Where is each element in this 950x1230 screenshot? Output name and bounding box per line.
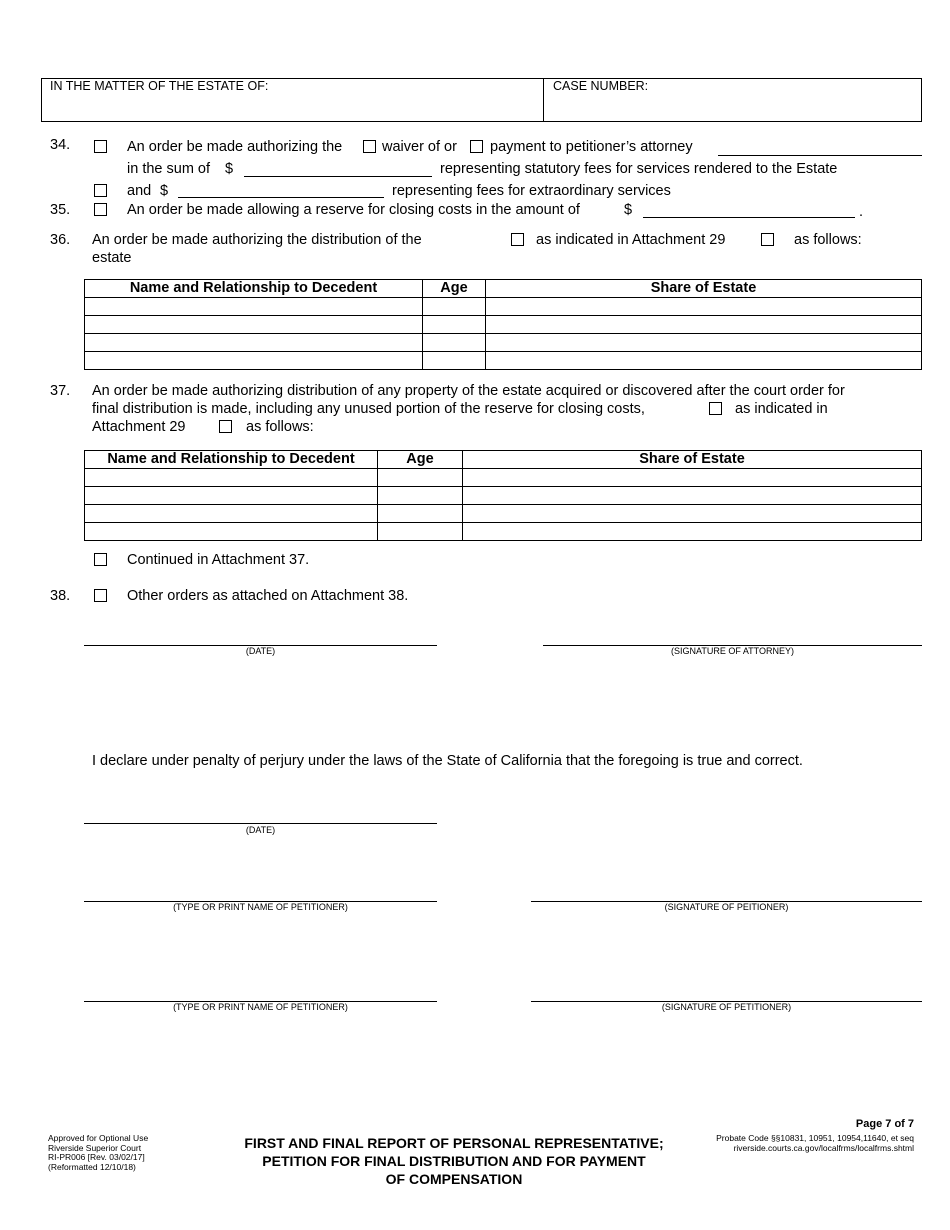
item-35-text: An order be made allowing a reserve for closing costs in the amount of: [127, 202, 580, 218]
item-36-as-follows-label: as follows:: [794, 232, 862, 248]
footer-title-line-1: FIRST AND FINAL REPORT OF PERSONAL REPRESENTATIVE;: [244, 1135, 664, 1151]
share-cell[interactable]: [463, 469, 922, 487]
item-36-distribution-table: [84, 279, 922, 370]
footer-form-title: [200, 1134, 708, 1188]
item-35-checkbox[interactable]: [94, 203, 107, 216]
table-row: [85, 469, 922, 487]
item-37-distribution-table: [84, 450, 922, 541]
age-cell[interactable]: [378, 469, 463, 487]
col-share-header: Share of Estate: [463, 451, 922, 469]
continued-checkbox[interactable]: [94, 553, 107, 566]
table-row: [85, 316, 922, 334]
estate-name-field[interactable]: [44, 94, 540, 120]
header-divider: [543, 78, 544, 122]
item-34-and-dollar: $: [160, 183, 169, 199]
item-34-statutory-text: representing statutory fees for services rendered to the Estate: [440, 161, 838, 177]
age-cell[interactable]: [378, 505, 463, 523]
name-cell[interactable]: [85, 298, 423, 316]
petitioner-signature-caption-1: (SIGNATURE OF PEITIONER): [664, 902, 789, 912]
item-37-attachment-label: as indicated in: [735, 401, 828, 417]
item-36-as-follows-checkbox[interactable]: [761, 233, 774, 246]
item-34-sum-dollar: $: [225, 161, 234, 177]
item-35-dollar: $: [624, 202, 633, 218]
item-38-text: Other orders as attached on Attachment 38.: [127, 588, 409, 604]
table-row: [85, 334, 922, 352]
item-35-number: 35.: [50, 202, 71, 218]
item-36-attachment-checkbox[interactable]: [511, 233, 524, 246]
footer-form-number: RI-PR006 [Rev. 03/02/17]: [48, 1152, 145, 1162]
item-34-sum-label: in the sum of: [127, 161, 211, 177]
footer-title-line-3: OF COMPENSATION: [385, 1171, 523, 1187]
petitioner-name-caption-2: (TYPE OR PRINT NAME OF PETITIONER): [173, 1002, 348, 1012]
age-cell[interactable]: [423, 352, 486, 370]
item-36-attachment-label: as indicated in Attachment 29: [536, 232, 726, 248]
item-37-line1: An order be made authorizing distribution of any property of the estate acquired or discovered after the court order for: [92, 383, 845, 399]
name-cell[interactable]: [85, 487, 378, 505]
footer-probate-code: Probate Code §§10831, 10951, 10954,11640, et seq: [716, 1133, 914, 1143]
item-34-checkbox[interactable]: [94, 140, 107, 153]
table-header-row: [85, 451, 922, 469]
payment-checkbox[interactable]: [470, 140, 483, 153]
age-cell[interactable]: [423, 316, 486, 334]
waiver-checkbox[interactable]: [363, 140, 376, 153]
petitioner-signature-caption-2: (SIGNATURE OF PETITIONER): [661, 1002, 792, 1012]
perjury-declaration: I declare under penalty of perjury under the laws of the State of California that the foregoing is true and correct.: [92, 753, 803, 769]
share-cell[interactable]: [463, 487, 922, 505]
date-caption-1: (DATE): [245, 646, 276, 656]
item-34-text-b: waiver of or: [382, 139, 457, 155]
name-cell[interactable]: [85, 352, 423, 370]
footer-right-info: [716, 1133, 914, 1153]
item-34-extraordinary-text: representing fees for extraordinary services: [392, 183, 671, 199]
table-row: [85, 352, 922, 370]
table-row: [85, 523, 922, 541]
table-row: [85, 298, 922, 316]
age-cell[interactable]: [423, 334, 486, 352]
share-cell[interactable]: [486, 316, 922, 334]
name-cell[interactable]: [85, 505, 378, 523]
share-cell[interactable]: [463, 505, 922, 523]
footer-approved: Approved for Optional Use: [48, 1133, 149, 1143]
col-age-header: Age: [378, 451, 463, 469]
footer-left-info: [48, 1134, 148, 1172]
item-34-text-a: An order be made authorizing the: [127, 139, 343, 155]
attorney-signature-caption: (SIGNATURE OF ATTORNEY): [670, 646, 794, 656]
name-cell[interactable]: [85, 316, 423, 334]
date-caption-2: (DATE): [245, 825, 276, 835]
item-36-text-b: estate: [92, 250, 132, 266]
age-cell[interactable]: [378, 523, 463, 541]
age-cell[interactable]: [378, 487, 463, 505]
age-cell[interactable]: [423, 298, 486, 316]
item-36-number: 36.: [50, 232, 71, 248]
item-38-number: 38.: [50, 588, 71, 604]
col-age-header: Age: [423, 280, 486, 298]
reserve-amount-field[interactable]: [643, 217, 855, 218]
item-38-checkbox[interactable]: [94, 589, 107, 602]
table-row: [85, 487, 922, 505]
name-cell[interactable]: [85, 469, 378, 487]
case-number-label: CASE NUMBER:: [553, 79, 649, 93]
item-36-text-a: An order be made authorizing the distribution of the: [92, 232, 422, 248]
petitioner-name-caption-1: (TYPE OR PRINT NAME OF PETITIONER): [173, 902, 348, 912]
footer-url: riverside.courts.ca.gov/localfrms/localfrms.shtml: [733, 1143, 914, 1153]
item-37-number: 37.: [50, 383, 71, 399]
item-35-period: .: [859, 204, 864, 220]
table-header-row: [85, 280, 922, 298]
item-37-attachment-checkbox[interactable]: [709, 402, 722, 415]
case-number-field[interactable]: [546, 94, 918, 120]
share-cell[interactable]: [486, 352, 922, 370]
item-37-line3: Attachment 29: [92, 419, 186, 435]
statutory-fee-field[interactable]: [244, 176, 432, 177]
estate-label: IN THE MATTER OF THE ESTATE OF:: [50, 79, 269, 93]
date-line-2[interactable]: [84, 823, 437, 824]
item-37-as-follows-label: as follows:: [246, 419, 314, 435]
name-cell[interactable]: [85, 523, 378, 541]
col-name-header: Name and Relationship to Decedent: [85, 280, 423, 298]
page-number: Page 7 of 7: [855, 1118, 914, 1130]
extraordinary-fee-field[interactable]: [178, 197, 384, 198]
share-cell[interactable]: [486, 298, 922, 316]
footer-reformatted: (Reformatted 12/10/18): [48, 1161, 136, 1172]
share-cell[interactable]: [463, 523, 922, 541]
extraordinary-checkbox[interactable]: [94, 184, 107, 197]
item-37-line2: final distribution is made, including any unused portion of the reserve for closing costs,: [92, 401, 645, 417]
item-34-number: 34.: [50, 137, 71, 153]
footer-title-line-2: PETITION FOR FINAL DISTRIBUTION AND FOR PAYMENT: [262, 1153, 646, 1169]
item-34-text-c: payment to petitioner’s attorney: [490, 139, 693, 155]
col-name-header: Name and Relationship to Decedent: [85, 451, 378, 469]
footer-court: Riverside Superior Court: [48, 1142, 142, 1153]
share-cell[interactable]: [486, 334, 922, 352]
item-34-and-label: and: [127, 183, 152, 199]
attorney-name-line[interactable]: [718, 155, 922, 156]
name-cell[interactable]: [85, 334, 423, 352]
table-row: [85, 505, 922, 523]
item-37-as-follows-checkbox[interactable]: [219, 420, 232, 433]
col-share-header: Share of Estate: [486, 280, 922, 298]
continued-label: Continued in Attachment 37.: [127, 552, 310, 568]
